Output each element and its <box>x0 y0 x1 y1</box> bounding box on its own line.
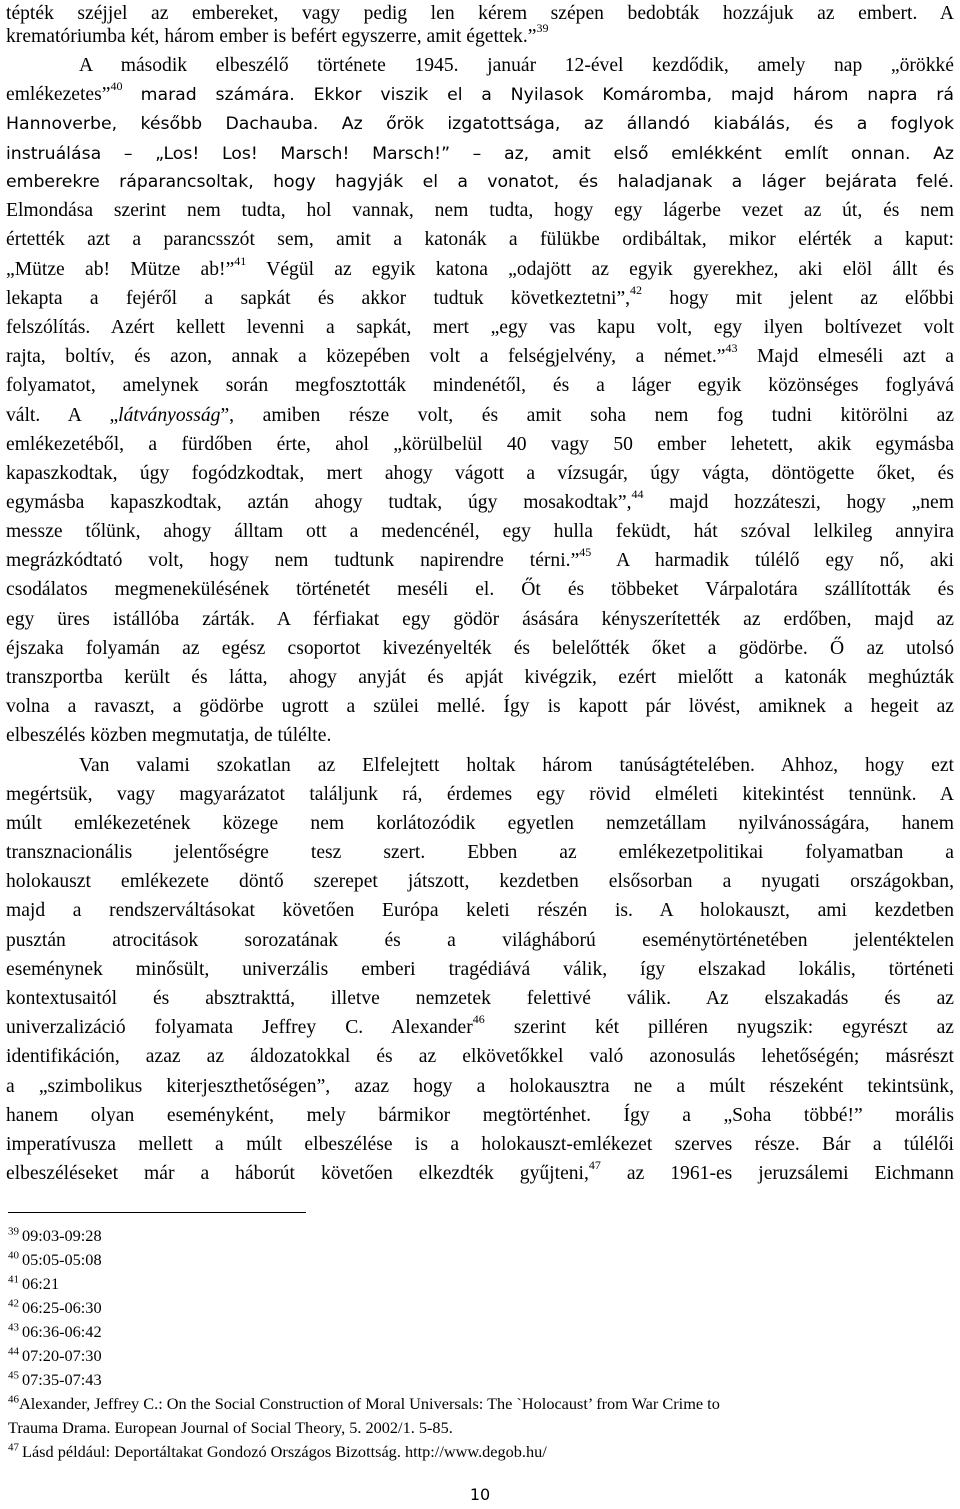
footnote-ref: 45 <box>579 545 592 560</box>
footnote-ref: 40 <box>110 79 123 94</box>
footnote: $^{47}$ Lásd például: Deportáltakat Gondozó Országos Bizottság. http://www.degob.hu/ <box>8 1441 547 1461</box>
text-line: elbeszéléseket már a háborút követően elkezdték gyűjteni,$^{47}$ az 1961-es jeruzsálemi Eichmann <box>6 1158 954 1184</box>
text-line: messze tőlünk, ahogy álltam ott a medencénél, egy hulla feküdt, hát szóval lelkileg annyira <box>6 521 954 542</box>
text-line: Elmondása szerint nem tudta, hol vannak, nem tudta, hogy egy lágerbe vezet az út, és nem <box>6 200 954 221</box>
text-line: kontextusaitól és absztrakttá, illetve nemzetek felettivé válik. Az elszakadás és az <box>6 988 954 1009</box>
text-line: transznacionális jelentőségre tesz szert. Ebben az emlékezetpolitikai folyamatban a <box>6 842 954 863</box>
text-line: tépték széjjel az embereket, vagy pedig len kérem szépen bedobták hozzájuk az embert. A <box>6 3 954 24</box>
page-number: 10 <box>469 1485 491 1504</box>
footnote-ref: 43 <box>725 341 738 356</box>
text-line: eseménynek minősült, univerzális emberi tragédiává válik, így elszakad lokális, történeti <box>6 959 954 980</box>
text-line: identifikáción, azaz az áldozatokkal és az elkövetőkkel való azonosulás lehetőségén; másrészt <box>6 1046 954 1067</box>
text-line: Hannoverbe, később Dachauba. Az őrök izgatottsága, az állandó kiabálás, és a foglyok <box>6 114 954 134</box>
footnote: $^{41}$ 06:21 <box>8 1273 60 1293</box>
text-line: holokauszt emlékezete döntő szerepet játszott, kezdetben elsősorban a nyugati országokban, <box>6 871 954 892</box>
text-line: univerzalizáció folyamata Jeffrey C. Alexander$^{46}$ szerint két pilléren nyugszik: egyrészt az <box>6 1012 954 1038</box>
footnote-separator <box>8 1212 306 1213</box>
footnote-ref: 42 <box>630 283 643 298</box>
text-line: emberekre ráparancsoltak, hogy hagyják el a vonatot, és haladjanak a láger bejárata felé. <box>6 172 954 192</box>
footnote: $^{43}$ 06:36-06:42 <box>8 1321 102 1341</box>
text-line: Van valami szokatlan az Elfelejtett holtak három tanúságtételében. Ahhoz, hogy ezt <box>79 755 954 776</box>
text-line: A második elbeszélő története 1945. január 12-ével kezdődik, amely nap „örökké <box>79 55 954 76</box>
footnote: $^{44}$ 07:20-07:30 <box>8 1345 102 1365</box>
footnote: $^{45}$ 07:35-07:43 <box>8 1369 102 1389</box>
text-line: egymásba kapaszkodtak, aztán ahogy tudtak, úgy mosakodtak”,$^{44}$ majd hozzáteszi, hogy „nem <box>6 487 954 513</box>
text-line: volna a ravaszt, a gödörbe ugrott a szülei mellé. Így is kapott pár lövést, amiknek a hegeit az <box>6 696 954 717</box>
text-line: instruálása – „Los! Los! Marsch! Marsch!” – az, amit első emlékként említ onnan. Az <box>6 144 954 164</box>
text-line: „Mütze ab! Mütze ab!”$^{41}$ Végül az egyik katona „odajött az egyik gyerekhez, aki elöl állt és <box>6 254 954 280</box>
text-line: egy üres istállóba zárták. A férfiakat egy gödör ásására kényszerítették az erdőben, majd az <box>6 609 954 630</box>
footnote-ref: 47 <box>588 1158 601 1173</box>
text-line: hanem olyan eseményként, mely bármikor megtörténhet. Így a „Soha többé!” morális <box>6 1105 954 1126</box>
text-line: pusztán atrocitások sorozatának és a világháború eseménytörténetében jelentéktelen <box>6 930 954 951</box>
text-line: krematóriumba két, három ember is befért egyszerre, amit égettek.”$^{39}$ <box>6 21 549 47</box>
text-line: a „szimbolikus kiterjeszthetőségen”, azaz hogy a holokausztra ne a múlt részeként tekintsünk, <box>6 1076 954 1097</box>
text-line: lekapta a fejéről a sapkát és akkor tudtuk következtetni”,$^{42}$ hogy mit jelent az előbbi <box>6 283 954 309</box>
text-line: éjszaka folyamán az egész csoportot kivezényelték és belelőtték őket a gödörbe. Ő az utolsó <box>6 638 954 659</box>
footnote: $^{40}$ 05:05-05:08 <box>8 1249 102 1269</box>
text-line: transzportba került és látta, ahogy anyját és apját kivégzik, ezért mielőtt a katonák meghúzták <box>6 667 954 688</box>
text-line: csodálatos megmenekülésének történetét meséli el. Őt és többeket Várpalotára szállították és <box>6 579 954 600</box>
text-line: megértsük, vagy magyarázatot találjunk rá, érdemes egy rövid elméleti kitekintést tennünk. A <box>6 784 954 805</box>
text-line: vált. A „látványosság”, amiben része volt, és amit soha nem fog tudni kitörölni az <box>6 405 955 426</box>
footnote: $^{46}$Alexander, Jeffrey C.: On the Social Construction of Moral Universals: The `Holocaust’ from War Crime to <box>8 1393 720 1413</box>
footnote-continuation: Trauma Drama. European Journal of Social Theory, 5. 2002/1. 5-85. <box>8 1418 453 1437</box>
text-line: értették azt a parancsszót sem, amit a katonák a fülükbe ordibáltak, mikor elérték a kaput: <box>6 229 954 250</box>
text-line: elbeszélés közben megmutatja, de túlélte. <box>6 725 332 746</box>
text-line: folyamatot, amelynek során megfosztották mindenétől, és a láger egyik közönséges foglyává <box>6 375 954 396</box>
text-line: múlt emlékezetének közege nem korlátozódik egyetlen nemzetállam nyilvánosságára, hanem <box>6 813 954 834</box>
text-line: felszólítás. Azért kellett levenni a sapkát, mert „egy vas kapu volt, egy ilyen boltívezet volt <box>6 317 954 338</box>
text-line: majd a rendszerváltásokat követően Európa keleti részén is. A holokauszt, ami kezdetben <box>6 900 954 921</box>
footnote-ref: 46 <box>472 1012 485 1027</box>
text-line: rajta, boltív, és azon, annak a közepében volt a felségjelvény, a német.”$^{43}$ Majd elmeséli azt a <box>6 341 954 367</box>
footnote: $^{42}$ 06:25-06:30 <box>8 1297 102 1317</box>
text-line: emlékezetéből, a fürdőben érte, ahol „körülbelül 40 vagy 50 ember lehetett, akik egymásba <box>6 434 954 455</box>
footnote-ref: 39 <box>536 21 549 36</box>
footnote-ref: 44 <box>631 487 644 502</box>
footnote: $^{39}$ 09:03-09:28 <box>8 1225 102 1245</box>
text-line: megrázkódtató volt, hogy nem tudtunk napirendre térni.”$^{45}$ A harmadik túlélő egy nő, aki <box>6 545 954 571</box>
text-line: kapaszkodtak, úgy fogódzkodtak, mert ahogy vágott a vízsugár, úgy vágta, döntögette őket, és <box>6 463 954 484</box>
footnote-ref: 41 <box>234 254 247 269</box>
emphasis-text: látványosság <box>118 405 221 426</box>
text-line: emlékezetes”$^{40}$ marad számára. Ekkor viszik el a Nyilasok Komáromba, majd három napra rá <box>6 79 954 105</box>
text-line: imperatívusza mellett a múlt elbeszélése is a holokauszt-emlékezet szerves része. Bár a túlélői <box>6 1134 954 1155</box>
